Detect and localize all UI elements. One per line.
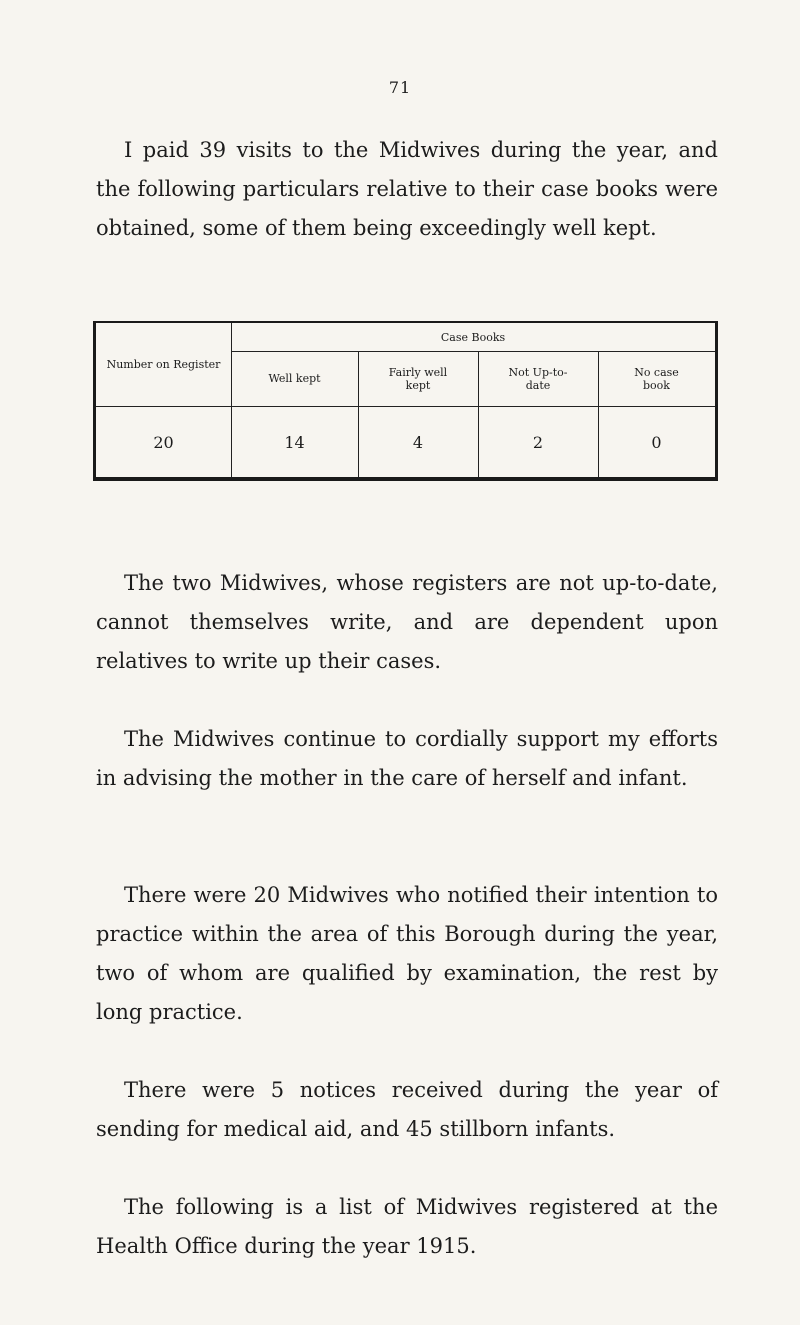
value-no-case-book: 0 <box>651 432 662 452</box>
paragraph-list-intro: The following is a list of Midwives registered at the Health Office during the year 1915. <box>96 1195 718 1258</box>
header-well-kept: Well kept <box>268 372 321 385</box>
paragraph-notices: There were 5 notices received during the year of sending for medical aid, and 45 stillborn infants. <box>96 1078 718 1141</box>
value-number-on-register: 20 <box>153 432 174 452</box>
value-not-up-to-date: 2 <box>532 432 544 452</box>
value-well-kept: 14 <box>284 432 305 452</box>
page-number: 71 <box>388 78 412 97</box>
header-not-up-to-date: Not Up-to-date <box>508 365 568 392</box>
header-number-on-register: Number on Register <box>106 358 221 371</box>
header-no-case-book: No case book <box>634 365 679 392</box>
paragraph-notified: There were 20 Midwives who notified their intention to practice within the area of this Borough during the year, two of whom are qualified by examination, the rest by long practice. <box>96 883 718 1024</box>
value-fairly-well-kept: 4 <box>412 432 424 452</box>
paragraph-support: The Midwives continue to cordially support my efforts in advising the mother in the care of herself and infant. <box>96 727 718 790</box>
case-books-table <box>93 321 718 481</box>
header-fairly-well-kept: Fairly well kept <box>388 365 448 392</box>
header-case-books: Case Books <box>440 330 506 344</box>
intro-paragraph: I paid 39 visits to the Midwives during the year, and the following particulars relative to their case books were obtained, some of them being exceedingly well kept. <box>96 138 718 240</box>
paragraph-registers: The two Midwives, whose registers are not up-to-date, cannot themselves write, and are dependent upon relatives to write up their cases. <box>96 571 718 673</box>
